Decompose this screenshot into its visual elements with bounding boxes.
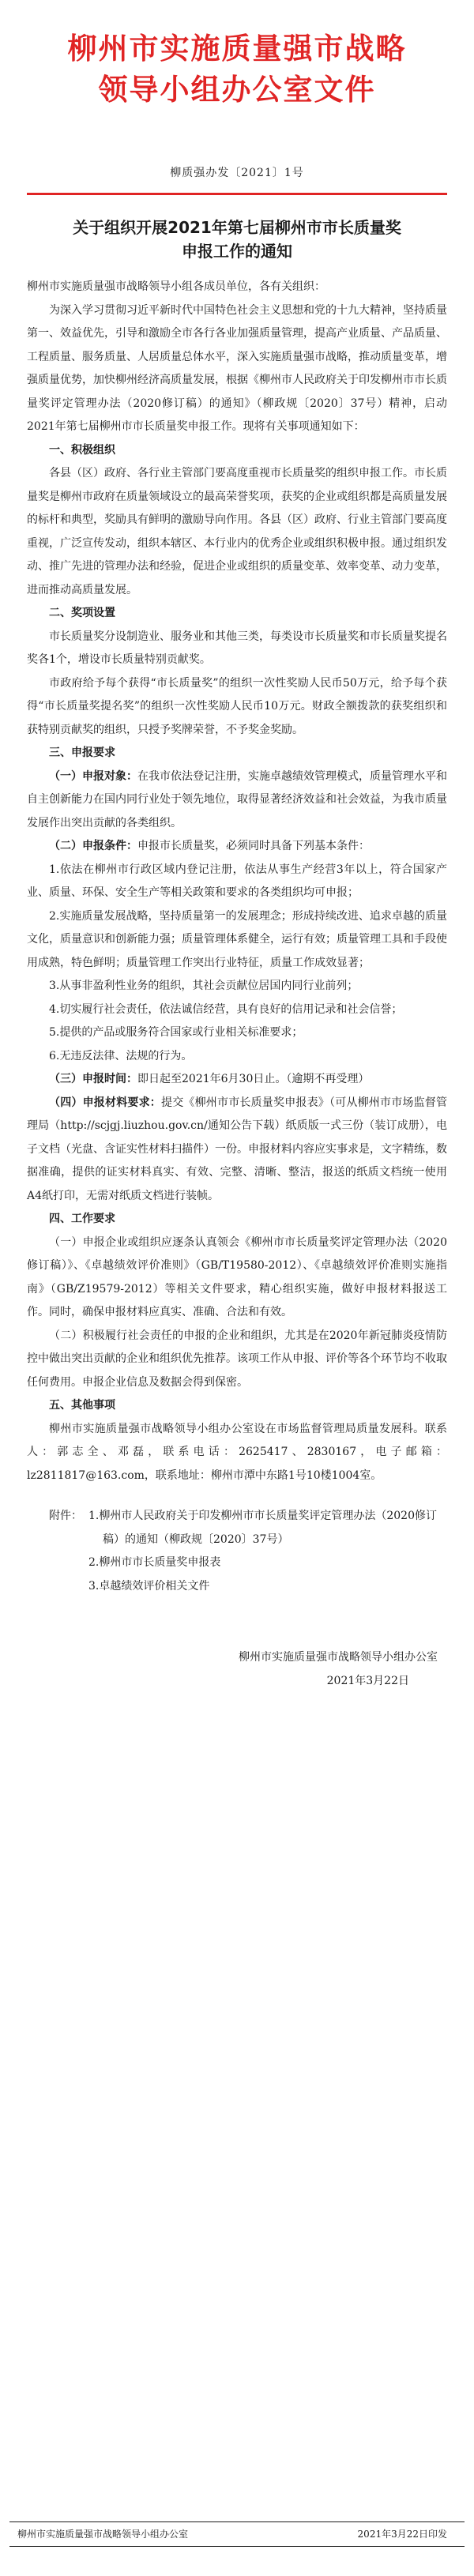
intro-paragraph: 为深入学习贯彻习近平新时代中国特色社会主义思想和党的十九大精神，坚持质量第一、效益优先，引导和激励全市各行各业加强质量管理，提高产业质量、产品质量、工程质量、服务质量、人居质量总体水平，深入实施质量强市战略，推动质量变革，增强质量优势，加快柳州经济高质量发展，根据《柳州市人民政府关于印发柳州市市长质量奖评定管理办法（2020修订稿）的通知》（柳政规〔2020〕37号）精神，启动2021年第七届柳州市市长质量奖申报工作。现将有关事项通知如下： (27, 303, 447, 433)
section-heading-2: 二、奖项设置 (49, 607, 115, 619)
section-1-paragraph: 各县（区）政府、各行业主管部门要高度重视市长质量奖的组织申报工作。市长质量奖是柳州市政府在质量领域设立的最高荣誉奖项，获奖的企业或组织都是高质量发展的标杆和典型，奖励具有鲜明的激励导向作用。各县（区）政府、行业主管部门要高度重视，广泛宣传发动，组织本辖区、本行业内的优秀企业或组织积极申报。通过组织发动、推广先进的管理办法和经验，促进企业或组织的质量变革、效率变革、动力变革，进而推动高质量发展。 (27, 467, 447, 596)
application-materials-text: 提交《柳州市市长质量奖申报表》（可从柳州市市场监督管理局（http://scjgj.liuzhou.gov.cn/通知公告下载）纸质版一式三份（装订成册），电子文档（光盘、含证实性材料扫描件）一份。申报材料内容应实事求是，文字精练，数据准确，提供的证实材料真实、有效、完整、清晰、整洁，报送的纸质文档统一使用A4纸打印，无需对纸质文档进行装帧。 (27, 1096, 447, 1202)
title-line-2: 申报工作的通知 (182, 242, 292, 261)
signoff-org: 柳州市实施质量强市战略领导小组办公室 (239, 1651, 438, 1664)
application-conditions-label: （二）申报条件： (49, 840, 137, 852)
section-heading-5: 五、其他事项 (49, 1399, 115, 1412)
document-title (27, 216, 447, 263)
header-divider (27, 193, 447, 195)
section-2-paragraph-2: 市政府给予每个获得“市长质量奖”的组织一次性奖励人民币50万元，给予每个获得“市长质量奖提名奖”的组织一次性奖励人民币10万元。财政全额拨款的获奖组织和获特别贡献奖的组织，只授予奖牌荣誉，不予奖金奖励。 (27, 676, 447, 736)
footer-issuer: 柳州市实施质量强市战略领导小组办公室 (17, 2529, 189, 2540)
section-heading-4: 四、工作要求 (49, 1213, 115, 1225)
header-line-1: 柳州市实施质量强市战略 (67, 32, 407, 66)
attachments-label: 附件： (49, 1510, 82, 1522)
condition-item: 3.从事非盈利性业务的组织，其社会贡献位居国内同行业前列； (49, 980, 359, 992)
document-header (27, 0, 447, 111)
footer-issue-date: 2021年3月22日印发 (357, 2529, 447, 2540)
section-heading-3: 三、申报要求 (49, 746, 115, 759)
application-target-text: 在我市依法登记注册，实施卓越绩效管理模式，质量管理水平和自主创新能力在国内同行业处于领先地位，取得显著经济效益和社会效益，为我市质量发展作出突出贡献的各类组织。 (27, 769, 447, 829)
document-body (27, 276, 447, 1487)
condition-item: 2.实施质量发展战略，坚持质量第一的发展理念；形成持续改进、追求卓越的质量文化，质量意识和创新能力强；质量管理体系健全，运行有效；质量管理工具和手段使用成熟，特色鲜明；质量管理工作突出行业特征，质量工作成效显著； (27, 909, 447, 969)
attachments (27, 1505, 447, 1598)
attachment-item: 1.柳州市人民政府关于印发柳州市市长质量奖评定管理办法（2020修订稿）的通知（柳政规〔2020〕37号） (88, 1510, 437, 1546)
header-line-2: 领导小组办公室文件 (98, 73, 376, 107)
section-4-paragraph-2: （二）积极履行社会责任的申报的企业和组织，尤其是在2020年新冠肺炎疫情防控中做出突出贡献的企业和组织优先推荐。该项工作从申报、评价等各个环节均不收取任何费用。申报企业信息及数据会得到保密。 (27, 1329, 447, 1389)
issuance-footer (9, 2521, 465, 2547)
application-conditions (27, 835, 447, 859)
attachment-item: 3.卓越绩效评价相关文件 (88, 1579, 210, 1593)
application-time (27, 1068, 447, 1092)
condition-item: 1.依法在柳州市行政区域内登记注册，依法从事生产经营3年以上，符合国家产业、质量、环保、安全生产等相关政策和要求的各类组织均可申报； (27, 863, 447, 899)
section-4-paragraph-1: （一）申报企业或组织应逐条认真领会《柳州市市长质量奖评定管理办法（2020修订稿）》、《卓越绩效评价准则》（GB/T19580-2012）、《卓越绩效评价准则实施指南》（GB/Z19579-2012）等相关文件要求，精心组织实施，做好申报材料报送工作。同时，确保申报材料应真实、准确、合法和有效。 (27, 1235, 447, 1318)
section-2-paragraph-1: 市长质量奖分设制造业、服务业和其他三类，每类设市长质量奖和市长质量奖提名奖各1个，增设市长质量特别贡献奖。 (27, 630, 447, 666)
contact-paragraph: 柳州市实施质量强市战略领导小组办公室设在市场监督管理局质量发展科。联系人：郭志全、邓磊，联系电话：2625417、2830167，电子邮箱：lz2811817@163.com，联系地址：柳州市潭中东路1号10楼1004室。 (27, 1422, 447, 1482)
application-target (27, 765, 447, 836)
application-time-label: （三）申报时间： (49, 1073, 137, 1085)
application-conditions-text: 申报市长质量奖，必须同时具备下列基本条件： (137, 840, 370, 852)
application-target-label: （一）申报对象： (49, 769, 137, 783)
signoff (27, 1645, 447, 1693)
signoff-date: 2021年3月22日 (326, 1675, 409, 1687)
condition-item: 5.提供的产品或服务符合国家或行业相关标准要求； (49, 1026, 303, 1039)
title-line-1: 关于组织开展2021年第七届柳州市市长质量奖 (73, 218, 401, 237)
application-time-text: 即日起至2021年6月30日止。（逾期不再受理） (137, 1073, 370, 1085)
document-number: 柳质强办发〔2021〕1号 (170, 167, 304, 179)
condition-item: 4.切实履行社会责任，依法诚信经营，具有良好的信用记录和社会信誉； (49, 1002, 403, 1016)
condition-item: 6.无违反法律、法规的行为。 (49, 1049, 193, 1062)
attachments-list (88, 1505, 447, 1598)
application-materials (27, 1092, 447, 1209)
section-heading-1: 一、积极组织 (49, 443, 115, 457)
application-materials-label: （四）申报材料要求： (49, 1096, 161, 1109)
attachment-item: 2.柳州市市长质量奖申报表 (88, 1556, 221, 1569)
salutation: 柳州市实施质量强市战略领导小组各成员单位，各有关组织： (27, 280, 325, 293)
